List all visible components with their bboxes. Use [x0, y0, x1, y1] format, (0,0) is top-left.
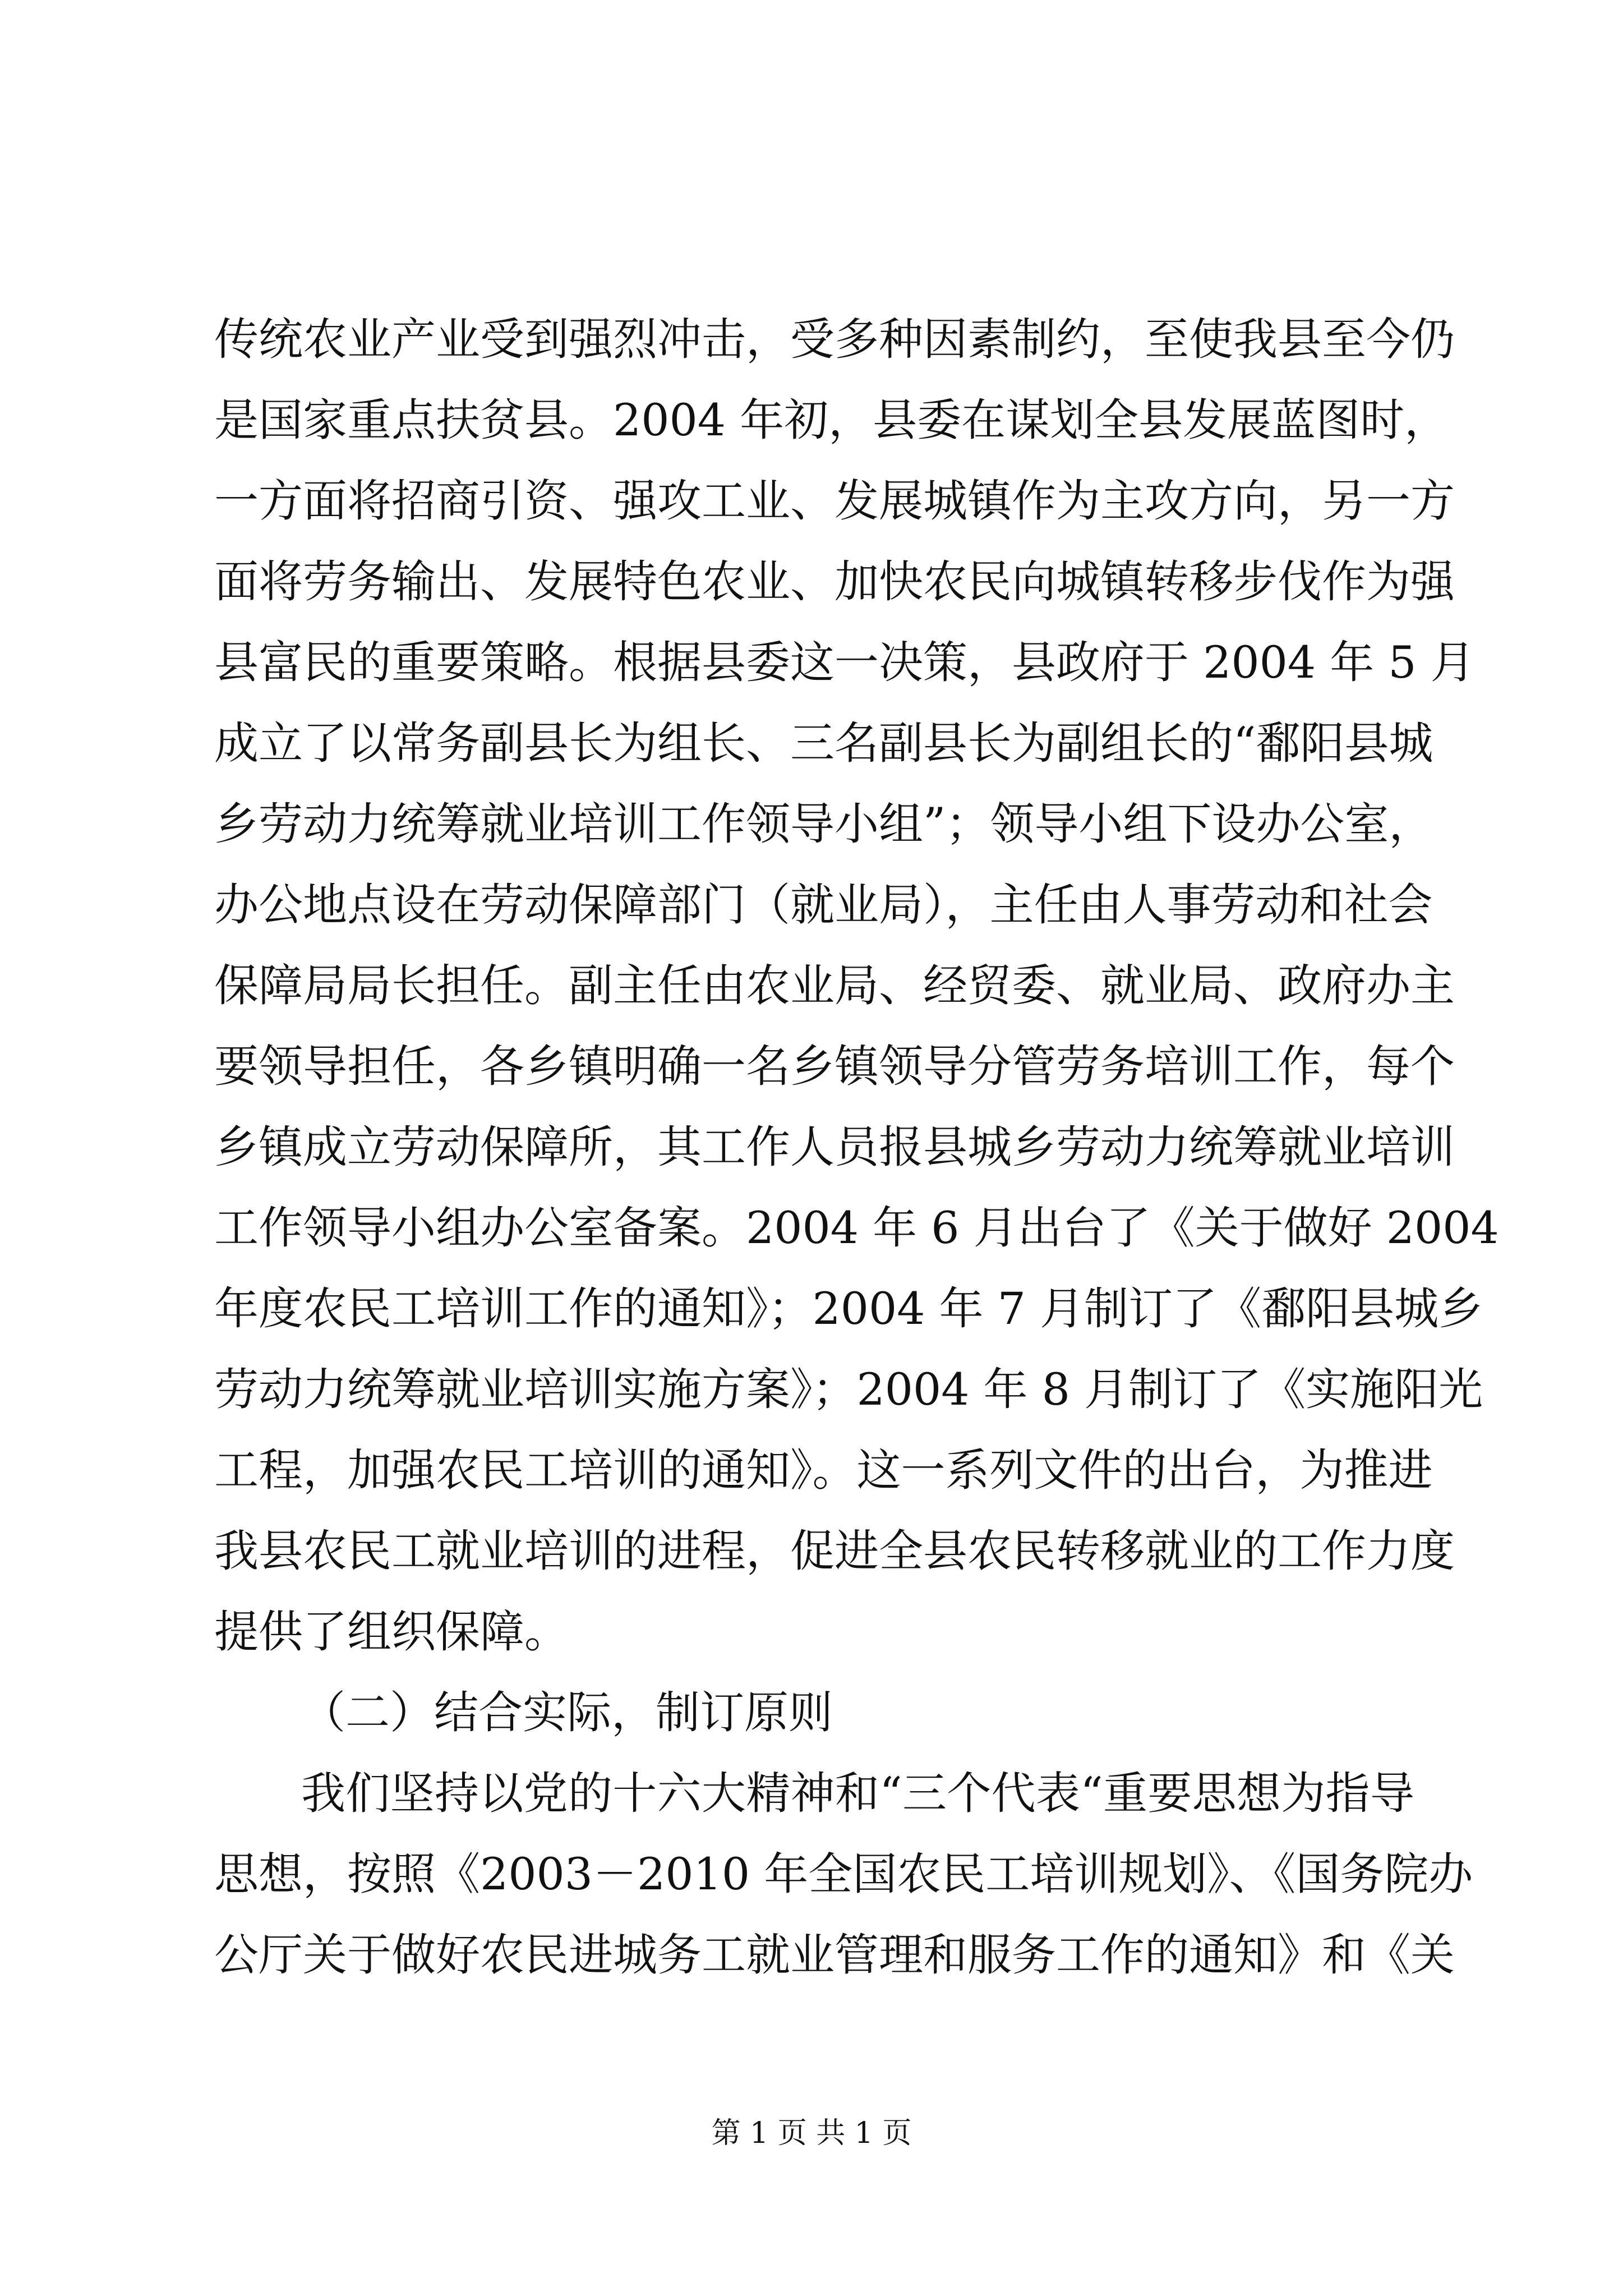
paragraph-line: 提供了组织保障。 [214, 1606, 569, 1658]
paragraph-line: 年度农民工培训工作的通知》；2004 年 7 月制订了《鄱阳县城乡 [214, 1283, 1483, 1335]
paragraph-line: 办公地点设在劳动保障部门（就业局），主任由人事劳动和社会 [214, 879, 1433, 931]
paragraph-line: 劳动力统筹就业培训实施方案》；2004 年 8 月制订了《实施阳光 [214, 1364, 1483, 1415]
paragraph-line: 是国家重点扶贫县。2004 年初，县委在谋划全县发展蓝图时， [214, 394, 1449, 446]
paragraph-line: 一方面将招商引资、强攻工业、发展城镇作为主攻方向，另一方 [214, 475, 1455, 527]
page-footer: 第 1 页 共 1 页 [711, 2116, 912, 2150]
paragraph-line: 面将劳务输出、发展特色农业、加快农民向城镇转移步伐作为强 [214, 556, 1455, 608]
paragraph-line: 公厅关于做好农民进城务工就业管理和服务工作的通知》和《关 [214, 1929, 1455, 1981]
paragraph-line: 成立了以常务副县长为组长、三名副县长为副组长的“鄱阳县城 [214, 717, 1433, 769]
paragraph-line: 工程，加强农民工培训的通知》。这一系列文件的出台，为推进 [214, 1444, 1433, 1496]
section-heading: （二）结合实际，制订原则 [301, 1687, 833, 1738]
paragraph-line: 县富民的重要策略。根据县委这一决策，县政府于 2004 年 5 月 [214, 637, 1475, 688]
paragraph-line: 我县农民工就业培训的进程，促进全县农民转移就业的工作力度 [214, 1525, 1455, 1577]
paragraph-line: 工作领导小组办公室备案。2004 年 6 月出台了《关于做好 2004 [214, 1202, 1499, 1254]
paragraph-line: 乡劳动力统筹就业培训工作领导小组”；领导小组下设办公室， [214, 798, 1433, 850]
paragraph-line: 保障局局长担任。副主任由农业局、经贸委、就业局、政府办主 [214, 960, 1455, 1011]
paragraph-line: 要领导担任，各乡镇明确一名乡镇领导分管劳务培训工作，每个 [214, 1041, 1455, 1092]
paragraph-line: 乡镇成立劳动保障所，其工作人员报县城乡劳动力统筹就业培训 [214, 1121, 1455, 1173]
paragraph-line: 传统农业产业受到强烈冲击，受多种因素制约，至使我县至今仍 [214, 314, 1455, 365]
paragraph-line: 思想，按照《2003－2010 年全国农民工培训规划》、《国务院办 [214, 1848, 1473, 1900]
paragraph-line: 我们坚持以党的十六大精神和“三个代表“重要思想为指导 [301, 1768, 1414, 1819]
